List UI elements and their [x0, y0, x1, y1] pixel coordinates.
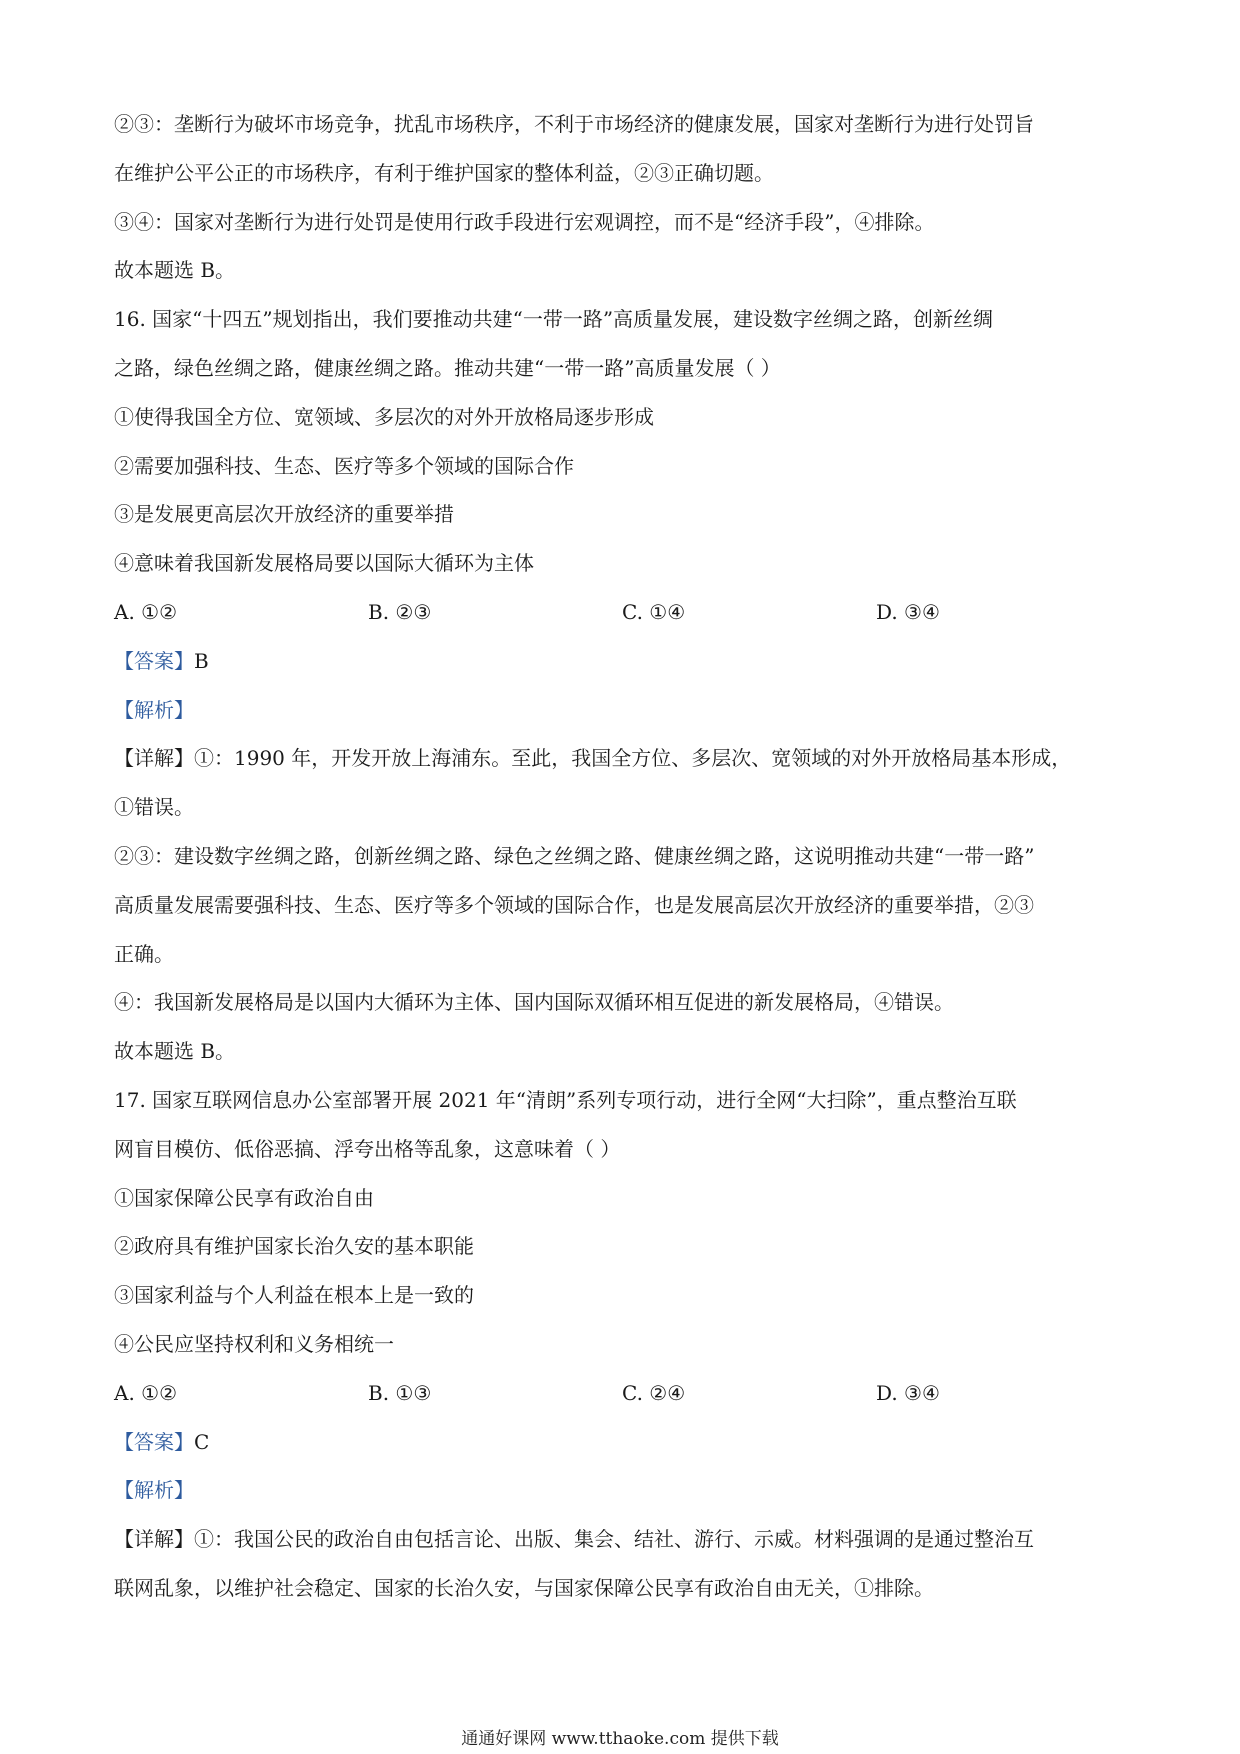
- analysis-tag: 【解析】: [114, 697, 194, 722]
- question-16-statement: ①使得我国全方位、宽领域、多层次的对外开放格局逐步形成: [114, 404, 654, 429]
- detail-line: ④：我国新发展格局是以国内大循环为主体、国内国际双循环相互促进的新发展格局，④错误。: [114, 990, 954, 1015]
- answer-tag: 【答案】: [114, 1429, 194, 1454]
- detail-tag: 【详解】: [114, 1527, 194, 1552]
- question-17-statement: ④公民应坚持权利和义务相统一: [114, 1331, 394, 1356]
- text-line: ②③：垄断行为破坏市场竞争，扰乱市场秩序，不利于市场经济的健康发展，国家对垄断行为进行处罚旨: [114, 112, 1034, 136]
- question-17-options: [114, 1369, 1134, 1418]
- document-body: [114, 100, 1134, 1613]
- question-16-answer: [114, 637, 1134, 686]
- option-d: D. ③④: [876, 599, 940, 624]
- detail-line: 正确。: [114, 941, 174, 966]
- answer-value: B: [194, 648, 209, 673]
- answer-tag: 【答案】: [114, 648, 194, 673]
- question-17-statement: ③国家利益与个人利益在根本上是一致的: [114, 1283, 474, 1308]
- option-c: C. ②④: [622, 1380, 686, 1405]
- detail-line: 联网乱象，以维护社会稳定、国家的长治久安，与国家保障公民享有政治自由无关，①排除。: [114, 1575, 934, 1600]
- text-line: ③④：国家对垄断行为进行处罚是使用行政手段进行宏观调控，而不是“经济手段”，④排除。: [114, 209, 935, 234]
- option-c: C. ①④: [622, 599, 686, 624]
- question-17-stem: 17. 国家互联网信息办公室部署开展 2021 年“清朗”系列专项行动，进行全网“大扫除”，重点整治互联: [114, 1087, 1017, 1112]
- detail-tag: 【详解】: [114, 746, 194, 771]
- option-a: A. ①②: [114, 599, 178, 624]
- detail-line: 故本题选 B。: [114, 1039, 236, 1064]
- question-16-analysis: [114, 686, 1134, 735]
- option-b: B. ②③: [368, 599, 432, 624]
- detail-text: ①：1990 年，开发开放上海浦东。至此，我国全方位、多层次、宽领域的对外开放格局基本形成，: [194, 746, 1072, 771]
- question-17-statement: ②政府具有维护国家长治久安的基本职能: [114, 1234, 474, 1259]
- question-17-analysis: [114, 1466, 1134, 1515]
- question-17-statement: ①国家保障公民享有政治自由: [114, 1185, 374, 1210]
- analysis-tag: 【解析】: [114, 1478, 194, 1503]
- detail-line: ①错误。: [114, 795, 194, 820]
- question-17-stem: 网盲目模仿、低俗恶搞、浮夸出格等乱象，这意味着（ ）: [114, 1136, 621, 1161]
- option-d: D. ③④: [876, 1380, 940, 1405]
- question-17-answer: [114, 1418, 1134, 1467]
- answer-value: C: [194, 1429, 210, 1454]
- detail-line: 高质量发展需要强科技、生态、医疗等多个领域的国际合作，也是发展高层次开放经济的重要举措，②③: [114, 892, 1034, 917]
- question-16-options: [114, 588, 1134, 637]
- question-17-detail: [114, 1515, 1134, 1564]
- page-footer: 通通好课网 www.tthaoke.com 提供下载: [461, 1729, 779, 1749]
- question-16-detail: [114, 734, 1134, 783]
- text-line: 在维护公平公正的市场秩序，有利于维护国家的整体利益，②③正确切题。: [114, 160, 774, 185]
- detail-line: ②③：建设数字丝绸之路，创新丝绸之路、绿色之丝绸之路、健康丝绸之路，这说明推动共建“一带一路”: [114, 843, 1035, 868]
- question-16-statement: ④意味着我国新发展格局要以国际大循环为主体: [114, 551, 534, 576]
- text-line: 故本题选 B。: [114, 258, 236, 283]
- option-b: B. ①③: [368, 1380, 432, 1405]
- detail-text: ①：我国公民的政治自由包括言论、出版、集会、结社、游行、示威。材料强调的是通过整治互: [194, 1527, 1034, 1552]
- option-a: A. ①②: [114, 1380, 178, 1405]
- question-16-statement: ③是发展更高层次开放经济的重要举措: [114, 502, 454, 527]
- question-16-stem: 之路，绿色丝绸之路，健康丝绸之路。推动共建“一带一路”高质量发展（ ）: [114, 355, 781, 380]
- question-16-stem: 16. 国家“十四五”规划指出，我们要推动共建“一带一路”高质量发展，建设数字丝绸之路，创新丝绸: [114, 307, 994, 332]
- question-16-statement: ②需要加强科技、生态、医疗等多个领域的国际合作: [114, 453, 574, 478]
